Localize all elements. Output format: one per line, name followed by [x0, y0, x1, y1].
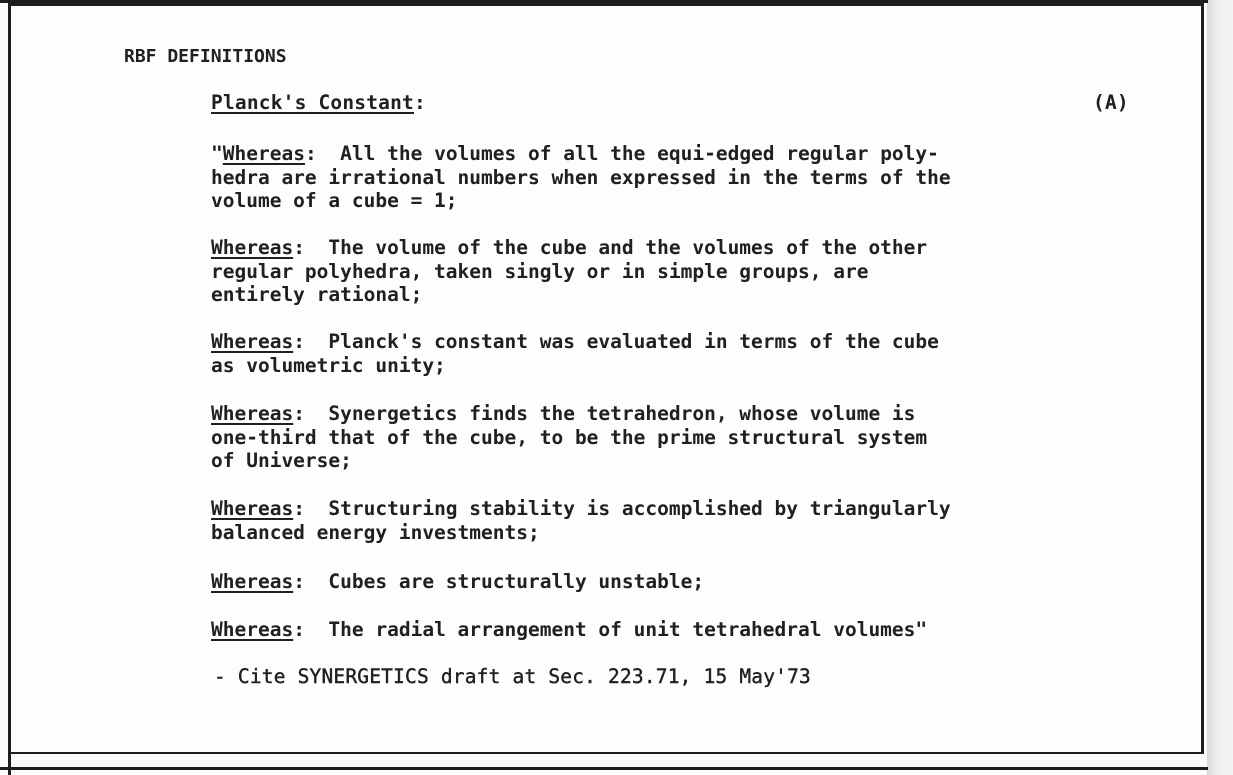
whereas-paragraph-4: [211, 402, 1131, 473]
paragraph-line: [211, 497, 1131, 521]
whereas-keyword: Whereas: [222, 142, 305, 165]
paragraph-line: regular polyhedra, taken singly or in simple groups, are: [211, 259, 869, 283]
whereas-paragraph-7: [211, 618, 1131, 642]
paragraph-text: : Planck's constant was evaluated in terms of the cube: [293, 330, 939, 353]
whereas-paragraph-6: [211, 570, 1131, 594]
whereas-paragraph-2: [211, 236, 1131, 307]
paragraph-line: [211, 618, 1131, 642]
whereas-keyword: Whereas: [211, 236, 294, 259]
whereas-keyword: Whereas: [211, 330, 294, 353]
whereas-paragraph-5: [211, 497, 1131, 544]
paragraph-line: hedra are irrational numbers when expressed in the terms of the: [211, 165, 951, 189]
paragraph-line: one-third that of the cube, to be the prime structural system: [211, 425, 928, 449]
paragraph-text: : Cubes are structurally unstable;: [293, 570, 705, 593]
whereas-keyword: Whereas: [211, 570, 294, 593]
paragraph-text: : The volume of the cube and the volumes of the other: [293, 236, 928, 259]
paragraph-line: of Universe;: [211, 449, 352, 472]
paragraph-text: : Structuring stability is accomplished by triangularly: [293, 497, 951, 520]
open-quote: ": [211, 142, 223, 165]
whereas-paragraph-1: [211, 142, 1131, 213]
paragraph-line: as volumetric unity;: [211, 353, 446, 377]
whereas-keyword: Whereas: [211, 618, 294, 641]
whereas-keyword: Whereas: [211, 402, 294, 425]
paragraph-text: : Synergetics finds the tetrahedron, whose volume is: [293, 402, 916, 425]
bottom-tick: [8, 752, 11, 775]
paragraph-line: [211, 330, 1131, 354]
paragraph-line: [211, 236, 1131, 260]
paragraph-line: entirely rational;: [211, 283, 423, 306]
section-marker: (A): [1093, 91, 1129, 114]
paragraph-text: : The radial arrangement of unit tetrahedral volumes": [293, 618, 928, 641]
paragraph-line: volume of a cube = 1;: [211, 189, 458, 212]
bottom-rule: [0, 767, 1208, 770]
page-edge-shadow: [1207, 0, 1233, 775]
term-colon: :: [413, 91, 426, 114]
paragraph-line: [211, 142, 1131, 166]
term-label: Planck's Constant: [211, 91, 414, 114]
citation: - Cite SYNERGETICS draft at Sec. 223.71, 15 May'73: [214, 665, 811, 688]
paragraph-line: [211, 402, 1131, 426]
paragraph-line: balanced energy investments;: [211, 520, 540, 544]
paragraph-line: [211, 570, 1131, 594]
document-heading: RBF DEFINITIONS: [124, 46, 287, 67]
term-title: [211, 91, 426, 115]
whereas-keyword: Whereas: [211, 497, 294, 520]
paragraph-text: : All the volumes of all the equi-edged regular poly-: [304, 142, 939, 165]
whereas-paragraph-3: [211, 330, 1131, 377]
